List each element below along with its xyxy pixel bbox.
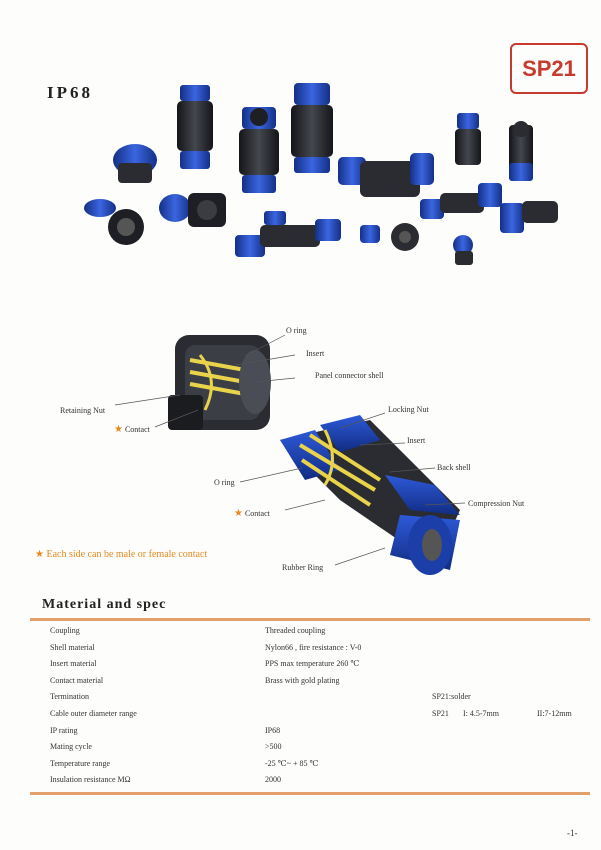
contact-note: ★ Each side can be male or female contact (35, 549, 208, 560)
star-icon: ★ (234, 508, 243, 519)
spec-row: Contact material Brass with gold plating (50, 676, 340, 685)
connector-upright-2 (239, 107, 279, 193)
connector-upright-4 (455, 113, 533, 181)
callout-back-shell: Back shell (437, 463, 471, 472)
spec-row: Termination SP21:solder (50, 692, 471, 701)
ip-rating-title: IP68 (47, 83, 93, 102)
spec-row: Coupling Threaded coupling (50, 626, 326, 635)
connector-upright-1 (177, 85, 213, 169)
spec-row: Cable outer diameter range SP21 I: 4.5-7mm II:7-12mm (50, 709, 572, 718)
star-icon: ★ (35, 549, 44, 560)
divider-bottom (30, 792, 590, 795)
small-sockets (360, 223, 473, 265)
callout-o-ring-right: O ring (214, 478, 235, 487)
callout-o-ring-top: O ring (286, 326, 307, 335)
product-photo (60, 75, 570, 285)
callout-contact-left: ★ Contact (114, 424, 150, 435)
divider-top (30, 618, 590, 621)
spec-row: Insert material PPS max temperature 260 ℃ (50, 659, 360, 668)
spec-row: Shell material Nylon66 , fire resistance : V-0 (50, 643, 362, 652)
cable-connector-cutaway (280, 415, 460, 575)
product-badge: SP21 (510, 43, 588, 94)
callout-locking-nut: Locking Nut (388, 405, 429, 414)
page-number: -1- (567, 828, 578, 838)
spec-row: Mating cycle >500 (50, 742, 282, 751)
connector-horizontal-2 (235, 211, 341, 257)
spec-row: IP rating IP68 (50, 726, 281, 735)
spec-row: Insulation resistance MΩ 2000 (50, 775, 281, 784)
callout-insert-right: Insert (407, 436, 426, 445)
connector-horizontal-3 (420, 183, 558, 233)
spec-row: Temperature range -25 ℃~ + 85 ℃ (50, 759, 319, 768)
callout-retaining-nut: Retaining Nut (60, 406, 106, 415)
connector-upright-3 (291, 83, 333, 173)
callout-insert-top: Insert (306, 349, 325, 358)
star-icon: ★ (114, 424, 123, 435)
callout-rubber-ring: Rubber Ring (282, 563, 324, 572)
section-title: Material and spec (42, 597, 167, 612)
callout-panel-shell: Panel connector shell (315, 371, 384, 380)
callout-compression-nut: Compression Nut (468, 499, 525, 508)
connector-horizontal-1 (338, 153, 434, 197)
callout-contact-right: ★ Contact (234, 508, 270, 519)
